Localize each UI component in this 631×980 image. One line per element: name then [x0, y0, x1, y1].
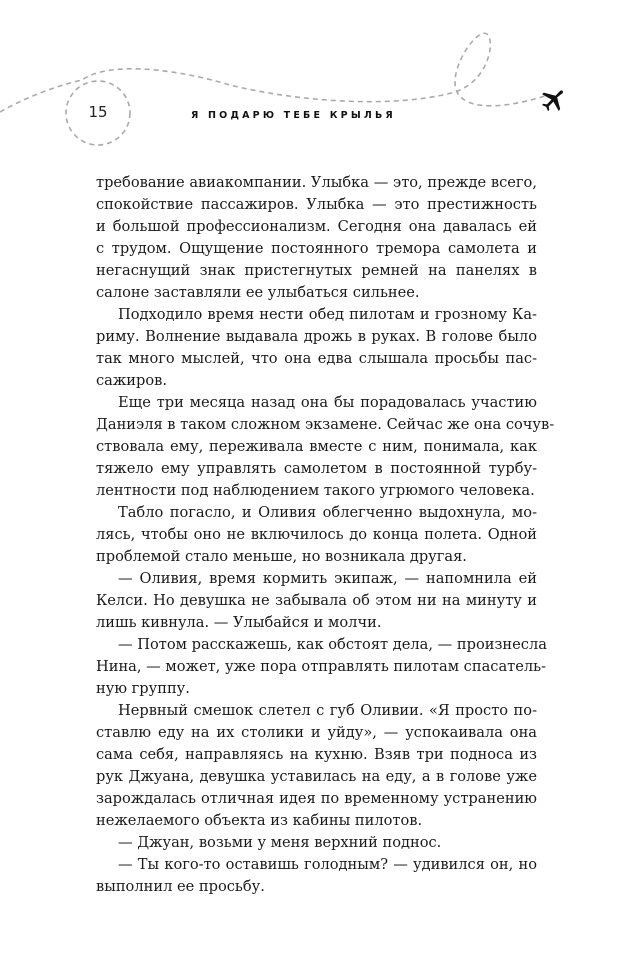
text-line: Табло погасло, и Оливия облегченно выдохнула, мо- — [118, 504, 537, 521]
text-line: нежелаемого объекта из кабины пилотов. — [96, 812, 423, 829]
text-line: — Оливия, время кормить экипаж, — напомнила ей — [118, 570, 537, 587]
text-line: проблемой стало меньше, но возникала другая. — [96, 548, 467, 565]
text-line: риму. Волнение выдавала дрожь в руках. В голове было — [96, 328, 537, 345]
text-line: Нина, — может, уже пора отправлять пилотам спасатель- — [96, 658, 547, 675]
text-line: Подходило время нести обед пилотам и грозному Ка- — [118, 306, 537, 323]
text-line: спокойствие пассажиров. Улыбка — это престижность — [96, 196, 537, 213]
text-line: лентности под наблюдением такого угрюмого человека. — [96, 482, 535, 499]
text-line: — Ты кого-то оставишь голодным? — удивился он, но — [118, 856, 537, 873]
paragraph — [96, 304, 537, 392]
paragraph — [96, 502, 537, 568]
text-line: — Джуан, возьми у меня верхний поднос. — [118, 834, 442, 851]
text-line: сажиров. — [96, 372, 168, 389]
text-line: Даниэля в таком сложном экзамене. Сейчас же она сочув- — [96, 416, 555, 433]
text-line: выполнил ее просьбу. — [96, 878, 265, 895]
text-line: зарождалась отличная идея по временному устранению — [96, 790, 537, 807]
text-line: Еще три месяца назад она бы порадовалась участию — [118, 394, 537, 411]
text-line: салоне заставляли ее улыбаться сильнее. — [96, 284, 420, 301]
text-line: негаснущий знак пристегнутых ремней на панелях в — [96, 262, 537, 279]
dashed-flight-path — [0, 0, 631, 180]
text-line: Келси. Но девушка не забывала об этом ни на минуту и — [96, 592, 537, 609]
paragraph — [96, 172, 537, 304]
text-line: лясь, чтобы оно не включилось до конца полета. Одной — [96, 526, 537, 543]
text-line: ставлю еду на их столики и уйду», — успокаивала она — [96, 724, 537, 741]
text-line: тяжело ему управлять самолетом в постоянной турбу- — [96, 460, 537, 477]
paragraph — [96, 832, 537, 854]
paragraph — [96, 392, 555, 502]
text-line: рук Джуана, девушка уставилась на еду, а в голове уже — [96, 768, 537, 785]
text-line: с трудом. Ощущение постоянного тремора самолета и — [96, 240, 537, 257]
airplane-icon — [538, 88, 566, 116]
text-line: ствовала ему, переживала вместе с ним, понимала, как — [96, 438, 537, 455]
body-text — [96, 172, 555, 898]
paragraph — [96, 854, 537, 898]
text-line: лишь кивнула. — Улыбайся и молчи. — [96, 614, 382, 631]
text-line: сама себя, направляясь на кухню. Взяв три подноса из — [96, 746, 537, 763]
paragraph — [96, 700, 537, 832]
page-number: 15 — [88, 103, 108, 121]
text-line: так много мыслей, что она едва слышала просьбы пас- — [96, 350, 537, 367]
paragraph — [96, 634, 547, 700]
running-title: Я ПОДАРЮ ТЕБЕ КРЫЛЬЯ — [191, 110, 396, 121]
text-line: требование авиакомпании. Улыбка — это, прежде всего, — [96, 174, 537, 191]
text-line: — Потом расскажешь, как обстоят дела, — произнесла — [118, 636, 547, 653]
text-line: Нервный смешок слетел с губ Оливии. «Я просто по- — [118, 702, 537, 719]
text-line: и большой профессионализм. Сегодня она давалась ей — [96, 218, 537, 235]
text-line: ную группу. — [96, 680, 190, 697]
paragraph — [96, 568, 537, 634]
